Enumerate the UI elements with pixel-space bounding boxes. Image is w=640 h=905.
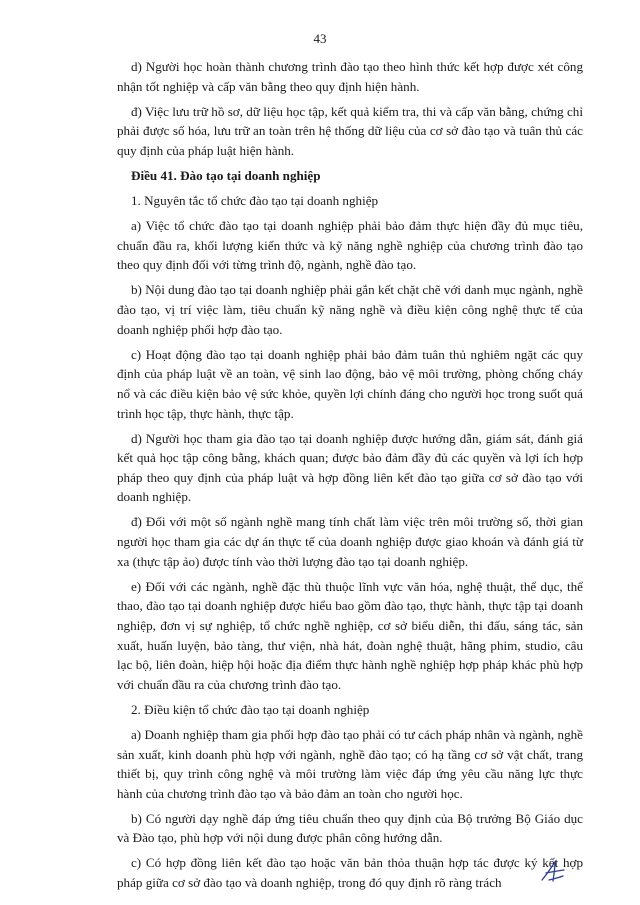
paragraph-2c: c) Có hợp đồng liên kết đào tạo hoặc văn bản thỏa thuận hợp tác được ký kết hợp pháp giữa cơ sở đào tạo và doanh nghiệp, trong đó quy định rõ ràng trách: [117, 855, 583, 891]
initials-signature: [538, 858, 568, 886]
article-41-heading: Điều 41. Đào tạo tại doanh nghiệp: [131, 167, 321, 183]
paragraph-1dd: đ) Đối với một số ngành nghề mang tính chất làm việc trên môi trường số, thời gian người học tham gia các dự án thực tế của doanh nghiệp được giao khoán và đánh giá từ xa (thực tập ảo) được tính vào thời lượng đào tạo tại doanh nghiệp.: [117, 514, 583, 569]
section-2-heading: 2. Điều kiện tổ chức đào tạo tại doanh nghiệp: [131, 701, 370, 717]
page-number: 43: [313, 31, 327, 46]
paragraph-1e: e) Đối với các ngành, nghề đặc thù thuộc lĩnh vực văn hóa, nghệ thuật, thể dục, thể thao, đào tạo tại doanh nghiệp được hiểu bao gồm đào tạo, thực hành, thực tập tại doanh nghiệp, đơn vị sự nghiệp, tổ chức nghề nghiệp, cơ sở biểu diễn, thi đấu, sáng tác, sản xuất, huấn luyện, bảo tàng, thư viện, nhà hát, đoàn nghệ thuật, hãng phim, studio, câu lạc bộ, liên đoàn, hiệp hội hoặc địa điểm thực hành nghề nghiệp hợp pháp khác phù hợp với chuẩn đầu ra của chương trình đào tạo.: [117, 578, 583, 692]
paragraph-1d: d) Người học tham gia đào tạo tại doanh nghiệp được hướng dẫn, giám sát, đánh giá kết quả học tập công bằng, khách quan; được bảo đảm đầy đủ các quyền và lợi ích hợp pháp theo quy định của pháp luật và hợp đồng liên kết đào tạo giữa cơ sở đào tạo với doanh nghiệp.: [117, 430, 583, 505]
paragraph-1a: a) Việc tổ chức đào tạo tại doanh nghiệp phải bảo đảm thực hiện đầy đủ mục tiêu, chuẩn đầu ra, khối lượng kiến thức và kỹ năng nghề nghiệp của chương trình đào tạo theo quy định đối với từng trình độ, ngành, nghề đào tạo.: [117, 218, 583, 273]
document-body: [117, 57, 583, 898]
paragraph-dd-records: đ) Việc lưu trữ hồ sơ, dữ liệu học tập, kết quả kiểm tra, thi và cấp văn bằng, chứng chỉ phải được số hóa, lưu trữ an toàn trên hệ thống dữ liệu của cơ sở đào tạo và tuân thủ các quy định của pháp luật hiện hành.: [117, 103, 583, 158]
paragraph-2a: a) Doanh nghiệp tham gia phối hợp đào tạo phải có tư cách pháp nhân và ngành, nghề sản xuất, kinh doanh phù hợp với ngành, nghề đào tạo; có hạ tầng cơ sở vật chất, trang thiết bị, quy trình công nghệ và môi trường làm việc đáp ứng yêu cầu năng lực thực hành của chương trình đào tạo và bảo đảm an toàn cho người học.: [117, 726, 583, 801]
paragraph-d-completion: d) Người học hoàn thành chương trình đào tạo theo hình thức kết hợp được xét công nhận tốt nghiệp và cấp văn bằng theo quy định hiện hành.: [117, 59, 583, 94]
paragraph-1b: b) Nội dung đào tạo tại doanh nghiệp phải gắn kết chặt chẽ với danh mục ngành, nghề đào tạo, vị trí việc làm, tiêu chuẩn kỹ năng nghề và điều kiện công nghệ thực tế của doanh nghiệp phối hợp đào tạo.: [117, 282, 583, 337]
section-1-heading: 1. Nguyên tắc tổ chức đào tạo tại doanh nghiệp: [131, 193, 379, 209]
paragraph-1c: c) Hoạt động đào tạo tại doanh nghiệp phải bảo đảm tuân thủ nghiêm ngặt các quy định của pháp luật về an toàn, vệ sinh lao động, bảo vệ môi trường, phòng chống cháy nổ và các điều kiện bảo vệ sức khỏe, quyền lợi chính đáng cho người học trong suốt quá trình học tập, thực hành, thực tập.: [117, 346, 583, 421]
paragraph-2b: b) Có người dạy nghề đáp ứng tiêu chuẩn theo quy định của Bộ trưởng Bộ Giáo dục và Đào tạo, phù hợp với nội dung được phân công hướng dẫn.: [117, 810, 583, 846]
